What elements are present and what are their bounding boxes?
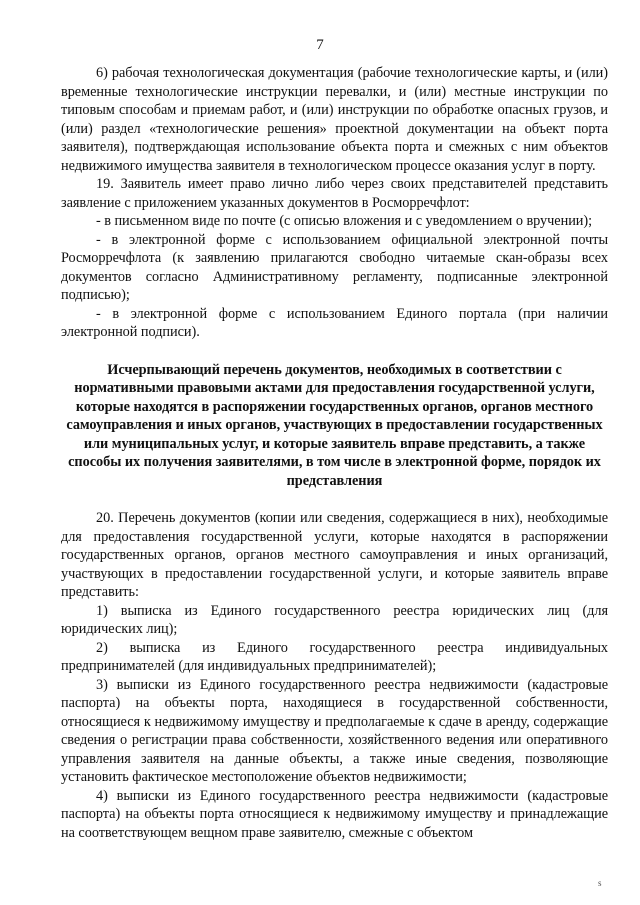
paragraph-19: 19. Заявитель имеет право лично либо через своих представителей представить заявление с приложением указанных документов в Росморречфлот: bbox=[61, 176, 608, 211]
document-body bbox=[61, 64, 608, 842]
paragraph-item-6: 6) рабочая технологическая документация (рабочие технологические карты, и (или) временные технологические инструкции перевалки, и (или) местные инструкции по типовым способам и приемам работ, и (или) инструкции по обработке опасных грузов, и (или) раздел «технологические решения» проектной документации на объект порта заявителя), подтверждающая использование объекта порта и смежных с ним объектов недвижимого имущества заявителя в технологическом процессе оказания услуг в порту. bbox=[61, 65, 608, 174]
list-item-portal: - в электронной форме с использованием Единого портала (при наличии электронной подписи). bbox=[61, 305, 608, 340]
list-item-4: 4) выписки из Единого государственного реестра недвижимости (кадастровые паспорта) на объекты порта относящиеся к недвижимому имуществу и принадлежащие на соответствующем вещном праве заявителю, смежные с объектом bbox=[61, 787, 608, 841]
section-heading bbox=[61, 361, 608, 491]
list-item-3: 3) выписки из Единого государственного реестра недвижимости (кадастровые паспорта) на объекты порта, находящиеся в государственной собственности, относящиеся к недвижимому имуществу и предполагаемые к сдаче в аренду, содержащие сведения о регистрации права собственности, хозяйственного ведения или оперативного управления заявителя на данные объекты, а также иные сведения, позволяющие установить фактическое местоположение объектов недвижимости; bbox=[61, 676, 608, 785]
footer-mark: s bbox=[598, 878, 602, 888]
page-number: 7 bbox=[316, 37, 324, 53]
section-heading-text: Исчерпывающий перечень документов, необходимых в соответствии с нормативными правовыми актами для предоставления государственной услуги, которые находятся в распоряжении государственных органов, органов местного самоуправления и иных органов, участвующих в предоставлении государственных или муниципальных услуг, и которые заявитель вправе представить, а также способы их получения заявителями, в том числе в электронной форме, порядок их представления bbox=[66, 361, 603, 489]
list-item-mail: - в письменном виде по почте (с описью вложения и с уведомлением о вручении); bbox=[96, 213, 593, 229]
list-item-email: - в электронной форме с использованием официальной электронной почты Росморречфлота (к заявлению прилагаются свободно читаемые скан-образы всех документов согласно Административному регламенту, подписанные электронной подписью); bbox=[61, 231, 608, 303]
list-item-2: 2) выписка из Единого государственного реестра индивидуальных предпринимателей (для индивидуальных предпринимателей); bbox=[61, 639, 608, 674]
paragraph-20: 20. Перечень документов (копии или сведения, содержащиеся в них), необходимые для предоставления государственной услуги, которые находятся в распоряжении государственных органов, органов местного самоуправления и иных организаций, участвующих в предоставлении государственной услуги, и которые заявитель вправе представить: bbox=[61, 510, 608, 600]
list-item-1: 1) выписка из Единого государственного реестра юридических лиц (для юридических лиц); bbox=[61, 602, 608, 637]
